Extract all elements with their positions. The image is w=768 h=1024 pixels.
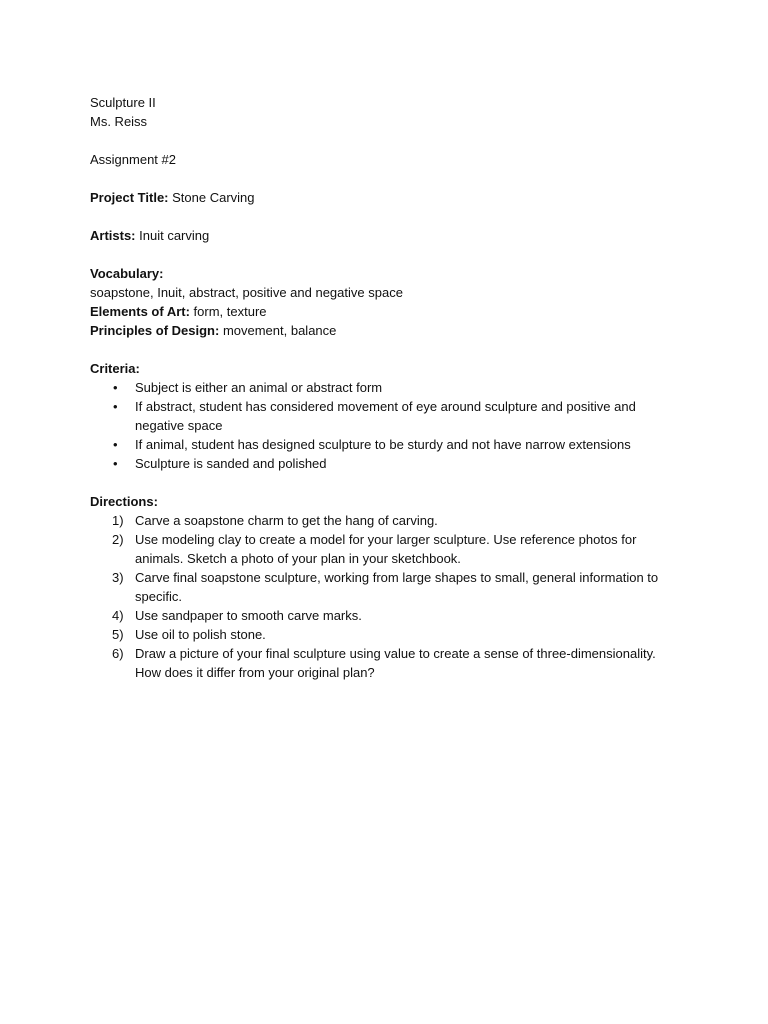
- project-title-label: Project Title:: [90, 190, 169, 205]
- step-text: Draw a picture of your final sculpture using value to create a sense of three-dimensionality. How does it differ from your original plan?: [135, 646, 656, 680]
- step-text: Use oil to polish stone.: [135, 627, 266, 642]
- teacher-name: Ms. Reiss: [90, 114, 148, 129]
- vocabulary-label: Vocabulary:: [90, 266, 164, 281]
- artists: [90, 226, 690, 245]
- direction-step: [90, 568, 680, 606]
- criteria-item: [90, 378, 680, 397]
- direction-step: [90, 606, 680, 625]
- step-number: 4): [112, 608, 124, 623]
- criteria-item: [90, 435, 680, 454]
- principles-of-design: [90, 321, 690, 340]
- criteria-item-text: If animal, student has designed sculpture to be sturdy and not have narrow extensions: [135, 437, 631, 452]
- principles-of-design-value: movement, balance: [222, 323, 337, 338]
- artists-value: Inuit carving: [139, 228, 210, 243]
- step-number: 2): [112, 532, 124, 547]
- bullet-icon: •: [113, 437, 118, 452]
- elements-of-art: [90, 302, 690, 321]
- course-name: Sculpture II: [90, 95, 156, 110]
- bullet-icon: •: [113, 399, 118, 414]
- step-text: Use sandpaper to smooth carve marks.: [135, 608, 362, 623]
- vocabulary-value: soapstone, Inuit, abstract, positive and negative space: [90, 285, 403, 300]
- step-number: 3): [112, 570, 124, 585]
- directions-list: [90, 511, 690, 682]
- assignment-number: Assignment #2: [90, 152, 176, 167]
- bullet-icon: •: [113, 456, 118, 471]
- project-title-value: Stone Carving: [172, 190, 255, 205]
- step-text: Carve a soapstone charm to get the hang of carving.: [135, 513, 438, 528]
- bullet-icon: •: [113, 380, 118, 395]
- elements-of-art-value: form, texture: [193, 304, 267, 319]
- criteria-list: [90, 378, 690, 473]
- criteria-item-text: Sculpture is sanded and polished: [135, 456, 327, 471]
- step-number: 6): [112, 646, 124, 661]
- directions-label: Directions:: [90, 494, 158, 509]
- step-text: Use modeling clay to create a model for your larger sculpture. Use reference photos for animals. Sketch a photo of your plan in your sketchbook.: [135, 532, 637, 566]
- criteria-item-text: Subject is either an animal or abstract form: [135, 380, 383, 395]
- criteria-item: [90, 454, 680, 473]
- direction-step: [90, 644, 680, 682]
- criteria-item: [90, 397, 680, 435]
- criteria-item-text: If abstract, student has considered movement of eye around sculpture and positive and negative space: [135, 399, 636, 433]
- step-number: 1): [112, 513, 124, 528]
- direction-step: [90, 625, 680, 644]
- document-page: [90, 93, 690, 682]
- principles-of-design-label: Principles of Design:: [90, 323, 220, 338]
- project-title: [90, 188, 690, 207]
- direction-step: [90, 530, 680, 568]
- criteria-label: Criteria:: [90, 361, 140, 376]
- artists-label: Artists:: [90, 228, 136, 243]
- direction-step: [90, 511, 680, 530]
- step-text: Carve final soapstone sculpture, working from large shapes to small, general information to specific.: [135, 570, 659, 604]
- elements-of-art-label: Elements of Art:: [90, 304, 190, 319]
- step-number: 5): [112, 627, 124, 642]
